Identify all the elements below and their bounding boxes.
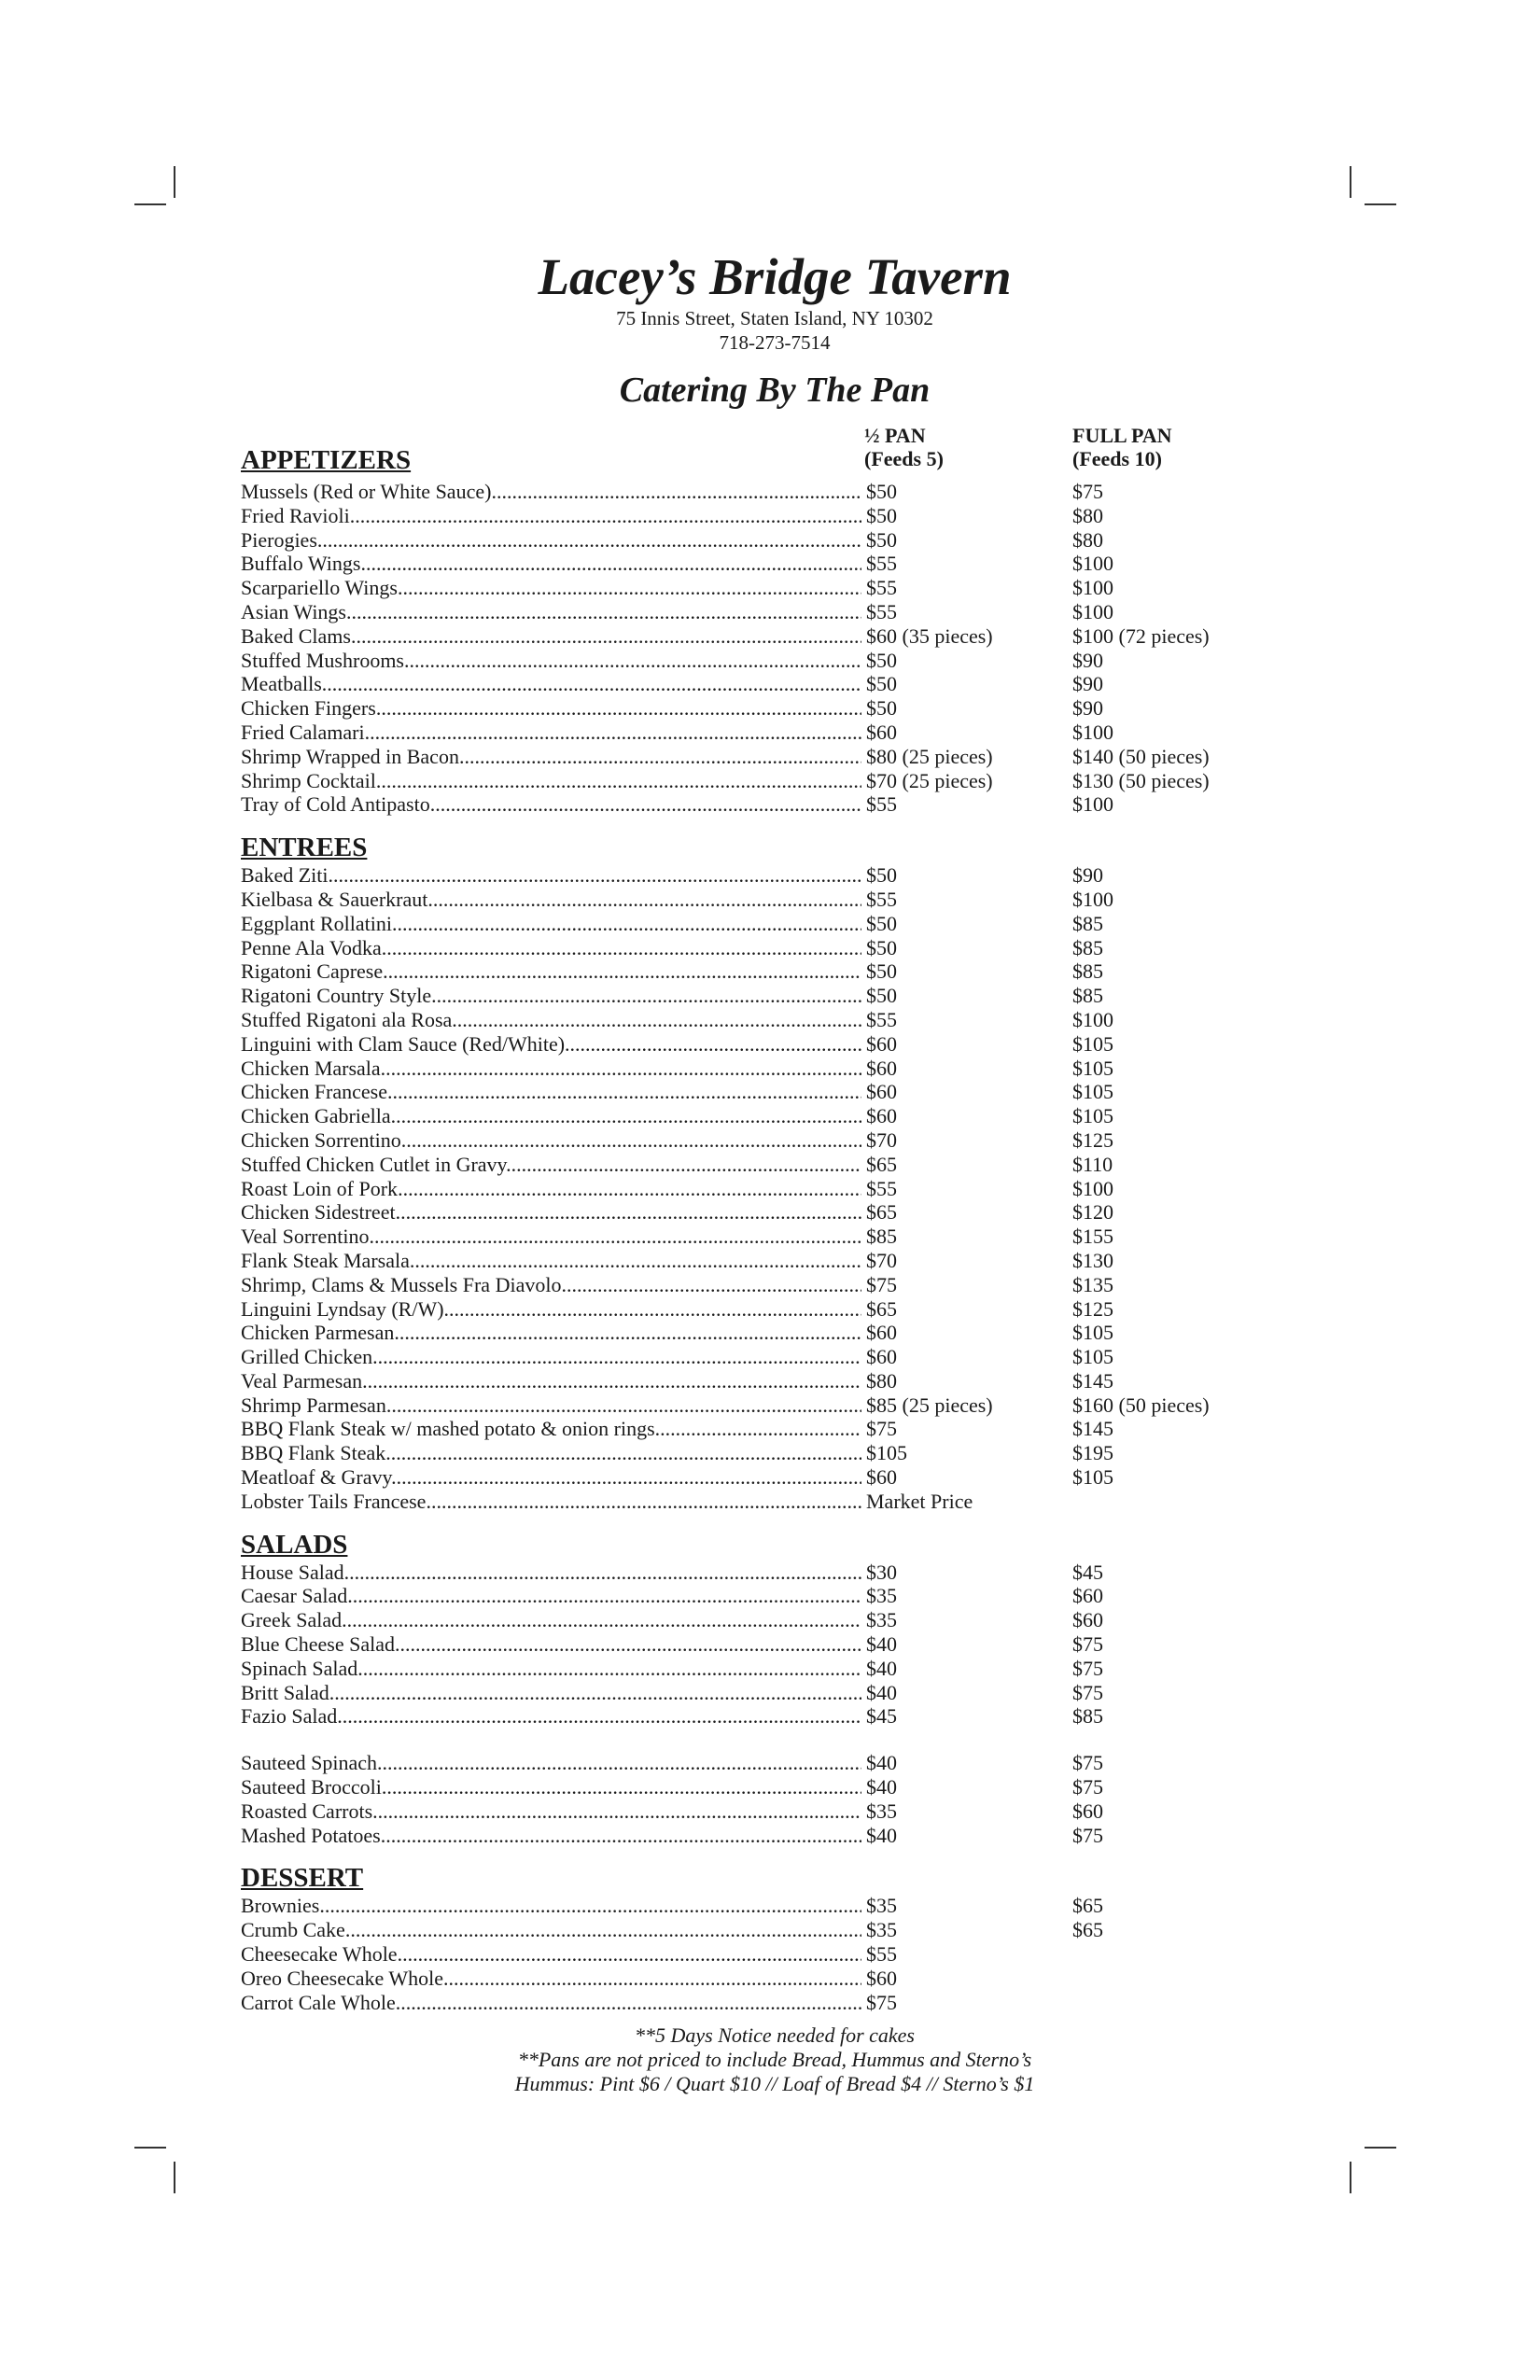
menu-item-row xyxy=(241,984,1267,1008)
half-pan-price: $55 xyxy=(866,1176,897,1200)
menu-item-row xyxy=(241,1561,1267,1585)
half-pan-price: $50 xyxy=(866,696,897,721)
half-pan-price: $70 (25 pieces) xyxy=(866,768,993,792)
full-pan-price: $155 xyxy=(1072,1225,1113,1249)
dessert-section xyxy=(241,1862,1267,2014)
item-name: Scarpariello Wings ..... xyxy=(241,576,861,600)
menu-header xyxy=(0,248,1540,413)
menu-subtitle: Catering By The Pan xyxy=(619,371,931,410)
menu-item-row xyxy=(241,1057,1267,1081)
full-pan-price: $90 xyxy=(1072,672,1103,696)
item-name: Chicken Parmesan ..... xyxy=(241,1321,861,1345)
dessert-list xyxy=(241,1894,1267,2014)
full-pan-price: $110 xyxy=(1072,1152,1113,1176)
half-pan-price: $30 xyxy=(866,1560,897,1584)
item-name: Shrimp Wrapped in Bacon ..... xyxy=(241,745,861,769)
menu-item-row xyxy=(241,672,1267,696)
item-name: Lobster Tails Francese ..... xyxy=(241,1490,861,1514)
menu-item-row xyxy=(241,1465,1267,1490)
menu-item-row xyxy=(241,576,1267,600)
half-pan-price: $85 (25 pieces) xyxy=(866,1393,993,1417)
restaurant-title: Lacey’s Bridge Tavern xyxy=(538,248,1012,305)
full-pan-price: $130 (50 pieces) xyxy=(1072,768,1210,792)
half-pan-price: $65 xyxy=(866,1200,897,1225)
item-name: Veal Sorrentino ..... xyxy=(241,1225,861,1249)
item-name: Pierogies ..... xyxy=(241,528,861,553)
half-pan-price: $105 xyxy=(866,1441,907,1465)
full-pan-price: $125 xyxy=(1072,1296,1113,1321)
full-pan-price: $135 xyxy=(1072,1272,1113,1296)
crop-mark xyxy=(174,166,175,198)
half-pan-price: $35 xyxy=(866,1894,897,1918)
half-pan-price: $50 xyxy=(866,672,897,696)
menu-item-row xyxy=(241,600,1267,624)
note-extras: Hummus: Pint $6 / Quart $10 // Loaf of Bread $4 // Sterno’s $1 xyxy=(514,2072,1035,2095)
item-name: Chicken Fingers ..... xyxy=(241,696,861,721)
half-pan-price: $60 xyxy=(866,1465,897,1490)
item-name: Shrimp Parmesan ..... xyxy=(241,1393,861,1418)
item-name: Caesar Salad ..... xyxy=(241,1584,861,1608)
full-pan-price: $100 xyxy=(1072,1007,1113,1031)
half-pan-price: $55 xyxy=(866,576,897,600)
menu-item-row xyxy=(241,1799,1267,1824)
full-pan-price: $85 xyxy=(1072,1704,1103,1729)
full-pan-price: $45 xyxy=(1072,1560,1103,1584)
full-pan-price: $85 xyxy=(1072,984,1103,1008)
menu-item-row xyxy=(241,1225,1267,1249)
item-name: Meatballs ..... xyxy=(241,672,861,696)
crop-mark xyxy=(1365,2147,1396,2149)
full-pan-price: $145 xyxy=(1072,1417,1113,1441)
menu-item-row xyxy=(241,624,1267,649)
menu-item-row xyxy=(241,888,1267,912)
half-pan-price: $70 xyxy=(866,1127,897,1152)
sides-list xyxy=(241,1751,1267,1847)
full-pan-price: $105 xyxy=(1072,1345,1113,1369)
half-pan-price: $55 xyxy=(866,1007,897,1031)
menu-item-row xyxy=(241,745,1267,769)
full-pan-price: $80 xyxy=(1072,503,1103,527)
half-pan-price: $80 xyxy=(866,1368,897,1393)
menu-item-row xyxy=(241,1490,1267,1514)
menu-item-row xyxy=(241,1991,1267,2015)
item-name: Mussels (Red or White Sauce) ..... xyxy=(241,480,861,504)
full-pan-price: $85 xyxy=(1072,959,1103,984)
menu-item-row xyxy=(241,863,1267,888)
menu-item-row xyxy=(241,1775,1267,1799)
menu-item-row xyxy=(241,696,1267,721)
half-pan-price: $50 xyxy=(866,984,897,1008)
item-name: Sauteed Broccoli ..... xyxy=(241,1775,861,1799)
full-pan-price: $140 (50 pieces) xyxy=(1072,744,1210,768)
full-pan-price: $75 xyxy=(1072,1632,1103,1657)
half-pan-price: $50 xyxy=(866,648,897,672)
half-pan-price: $50 xyxy=(866,935,897,959)
half-pan-price: $60 xyxy=(866,1080,897,1104)
full-pan-price: $75 xyxy=(1072,1751,1103,1775)
list-spacer xyxy=(241,1729,1267,1751)
item-name: Britt Salad ..... xyxy=(241,1681,861,1705)
menu-item-row xyxy=(241,1104,1267,1128)
item-name: Stuffed Chicken Cutlet in Gravy ..... xyxy=(241,1153,861,1177)
half-pan-price: $75 xyxy=(866,1272,897,1296)
menu-item-row xyxy=(241,1273,1267,1297)
item-name: Stuffed Mushrooms ..... xyxy=(241,649,861,673)
item-name: Mashed Potatoes ..... xyxy=(241,1824,861,1848)
half-pan-price: $55 xyxy=(866,552,897,576)
menu-item-row xyxy=(241,1345,1267,1369)
half-pan-price: $50 xyxy=(866,911,897,935)
half-pan-price: $75 xyxy=(866,1990,897,2014)
menu-item-row xyxy=(241,1128,1267,1153)
menu-item-row xyxy=(241,480,1267,504)
item-name: Veal Parmesan ..... xyxy=(241,1369,861,1393)
item-name: Eggplant Rollatini ..... xyxy=(241,912,861,936)
full-pan-price: $90 xyxy=(1072,648,1103,672)
footer-notes xyxy=(0,2023,1540,2096)
half-pan-price: $60 xyxy=(866,1056,897,1080)
menu-item-row xyxy=(241,1249,1267,1273)
item-name: Rigatoni Caprese ..... xyxy=(241,959,861,984)
full-pan-price: $100 xyxy=(1072,887,1113,911)
full-pan-price: $195 xyxy=(1072,1441,1113,1465)
item-name: BBQ Flank Steak ..... xyxy=(241,1441,861,1465)
item-name: Grilled Chicken ..... xyxy=(241,1345,861,1369)
half-pan-price: $55 xyxy=(866,599,897,623)
item-name: Greek Salad ..... xyxy=(241,1608,861,1632)
full-pan-price: $105 xyxy=(1072,1080,1113,1104)
item-name: Spinach Salad ..... xyxy=(241,1657,861,1681)
full-pan-price: $65 xyxy=(1072,1894,1103,1918)
menu-item-row xyxy=(241,1297,1267,1322)
crop-mark xyxy=(1350,166,1351,198)
full-pan-price: $105 xyxy=(1072,1104,1113,1128)
menu-item-row xyxy=(241,959,1267,984)
half-pan-price: $60 xyxy=(866,1031,897,1056)
half-pan-price: $70 xyxy=(866,1248,897,1272)
menu-item-row xyxy=(241,649,1267,673)
menu-item-row xyxy=(241,1032,1267,1057)
half-pan-price: $60 xyxy=(866,1104,897,1128)
full-pan-price: $105 xyxy=(1072,1321,1113,1345)
menu-item-row xyxy=(241,792,1267,817)
half-pan-price: Market Price xyxy=(866,1489,973,1513)
full-pan-price: $60 xyxy=(1072,1799,1103,1823)
full-pan-price: $100 (72 pieces) xyxy=(1072,623,1210,648)
full-pan-price: $75 xyxy=(1072,1656,1103,1680)
full-pan-price: $100 xyxy=(1072,720,1113,744)
item-name: Flank Steak Marsala ..... xyxy=(241,1249,861,1273)
item-name: Baked Ziti ..... xyxy=(241,863,861,888)
menu-item-row xyxy=(241,1681,1267,1705)
entrees-list xyxy=(241,863,1267,1514)
menu-item-row xyxy=(241,504,1267,528)
item-name: Shrimp, Clams & Mussels Fra Diavolo ..... xyxy=(241,1273,861,1297)
full-pan-price: $80 xyxy=(1072,527,1103,552)
half-pan-price: $60 xyxy=(866,1321,897,1345)
half-pan-price: $40 xyxy=(866,1656,897,1680)
menu-item-row xyxy=(241,936,1267,960)
half-pan-label: ½ PAN xyxy=(864,424,926,447)
menu-item-row xyxy=(241,1369,1267,1393)
full-pan-price: $130 xyxy=(1072,1248,1113,1272)
half-pan-price: $65 xyxy=(866,1296,897,1321)
half-pan-price: $60 (35 pieces) xyxy=(866,623,993,648)
item-name: Shrimp Cocktail ..... xyxy=(241,769,861,793)
half-pan-price: $35 xyxy=(866,1608,897,1632)
menu-item-row xyxy=(241,1441,1267,1465)
item-name: Chicken Marsala ..... xyxy=(241,1057,861,1081)
note-cakes: **5 Days Notice needed for cakes xyxy=(635,2023,915,2047)
full-pan-price: $85 xyxy=(1072,935,1103,959)
half-pan-price: $40 xyxy=(866,1775,897,1799)
menu-item-row xyxy=(241,1967,1267,1991)
crop-mark xyxy=(1350,2162,1351,2193)
item-name: Chicken Gabriella ..... xyxy=(241,1104,861,1128)
full-pan-header xyxy=(1072,424,1172,470)
note-pans: **Pans are not priced to include Bread, Hummus and Sterno’s xyxy=(517,2048,1032,2071)
item-name: Roasted Carrots ..... xyxy=(241,1799,861,1824)
item-name: Baked Clams ..... xyxy=(241,624,861,649)
restaurant-phone: 718-273-7514 xyxy=(719,331,831,354)
item-name: Cheesecake Whole ..... xyxy=(241,1942,861,1967)
item-name: Rigatoni Country Style ..... xyxy=(241,984,861,1008)
item-name: Meatloaf & Gravy ..... xyxy=(241,1465,861,1490)
half-pan-price: $50 xyxy=(866,503,897,527)
menu-item-row xyxy=(241,1584,1267,1608)
menu-item-row xyxy=(241,1942,1267,1967)
menu-item-row xyxy=(241,912,1267,936)
salads-list xyxy=(241,1561,1267,1729)
half-pan-header xyxy=(864,424,944,470)
menu-item-row xyxy=(241,1321,1267,1345)
menu-item-row xyxy=(241,1632,1267,1657)
crop-mark xyxy=(134,203,166,205)
item-name: Chicken Sorrentino ..... xyxy=(241,1128,861,1153)
section-title-entrees: ENTREES xyxy=(241,833,368,863)
full-pan-feeds: (Feeds 10) xyxy=(1072,447,1162,470)
item-name: Tray of Cold Antipasto ..... xyxy=(241,792,861,817)
full-pan-price: $60 xyxy=(1072,1608,1103,1632)
item-name: Oreo Cheesecake Whole ..... xyxy=(241,1967,861,1991)
full-pan-price: $75 xyxy=(1072,480,1103,503)
entrees-section xyxy=(241,832,1267,1514)
salads-section xyxy=(241,1529,1267,1848)
half-pan-price: $80 (25 pieces) xyxy=(866,744,993,768)
item-name: Chicken Francese ..... xyxy=(241,1080,861,1104)
menu-item-row xyxy=(241,1894,1267,1918)
crop-mark xyxy=(1365,203,1396,205)
full-pan-price: $100 xyxy=(1072,576,1113,600)
item-name: Asian Wings ..... xyxy=(241,600,861,624)
half-pan-price: $35 xyxy=(866,1584,897,1608)
half-pan-price: $40 xyxy=(866,1751,897,1775)
half-pan-price: $55 xyxy=(866,887,897,911)
menu-item-row xyxy=(241,1080,1267,1104)
item-name: Stuffed Rigatoni ala Rosa ..... xyxy=(241,1008,861,1032)
half-pan-price: $40 xyxy=(866,1680,897,1704)
appetizers-list xyxy=(241,480,1267,817)
full-pan-price: $60 xyxy=(1072,1584,1103,1608)
item-name: BBQ Flank Steak w/ mashed potato & onion rings ..... xyxy=(241,1417,861,1441)
full-pan-price: $105 xyxy=(1072,1465,1113,1490)
menu-body xyxy=(241,424,1267,2014)
full-pan-price: $90 xyxy=(1072,863,1103,888)
menu-item-row xyxy=(241,1704,1267,1729)
full-pan-price: $105 xyxy=(1072,1031,1113,1056)
half-pan-price: $45 xyxy=(866,1704,897,1729)
item-name: Crumb Cake ..... xyxy=(241,1918,861,1942)
half-pan-price: $50 xyxy=(866,527,897,552)
half-pan-price: $40 xyxy=(866,1632,897,1657)
half-pan-price: $60 xyxy=(866,1966,897,1990)
item-name: Brownies ..... xyxy=(241,1894,861,1918)
menu-item-row xyxy=(241,1417,1267,1441)
column-headers xyxy=(241,424,1267,480)
half-pan-price: $60 xyxy=(866,720,897,744)
menu-item-row xyxy=(241,1393,1267,1418)
menu-item-row xyxy=(241,1751,1267,1775)
item-name: Sauteed Spinach ..... xyxy=(241,1751,861,1775)
half-pan-price: $60 xyxy=(866,1345,897,1369)
crop-mark xyxy=(134,2147,166,2149)
item-name: Blue Cheese Salad ..... xyxy=(241,1632,861,1657)
item-name: Linguini with Clam Sauce (Red/White) ..... xyxy=(241,1032,861,1057)
full-pan-price: $160 (50 pieces) xyxy=(1072,1393,1210,1417)
menu-item-row xyxy=(241,1200,1267,1225)
item-name: House Salad ..... xyxy=(241,1561,861,1585)
half-pan-price: $50 xyxy=(866,863,897,888)
section-title-dessert: DESSERT xyxy=(241,1863,364,1894)
menu-item-row xyxy=(241,1918,1267,1942)
item-name: Fried Ravioli ..... xyxy=(241,504,861,528)
half-pan-price: $55 xyxy=(866,792,897,817)
full-pan-price: $100 xyxy=(1072,1176,1113,1200)
restaurant-address: 75 Innis Street, Staten Island, NY 10302 xyxy=(616,307,933,329)
full-pan-price: $75 xyxy=(1072,1775,1103,1799)
half-pan-price: $40 xyxy=(866,1823,897,1847)
item-name: Carrot Cale Whole ..... xyxy=(241,1991,861,2015)
section-title-salads: SALADS xyxy=(241,1529,348,1560)
half-pan-price: $50 xyxy=(866,959,897,984)
full-pan-price: $85 xyxy=(1072,911,1103,935)
item-name: Penne Ala Vodka ..... xyxy=(241,936,861,960)
full-pan-price: $100 xyxy=(1072,792,1113,817)
half-pan-price: $65 xyxy=(866,1152,897,1176)
full-pan-price: $75 xyxy=(1072,1823,1103,1847)
menu-item-row xyxy=(241,1153,1267,1177)
menu-item-row xyxy=(241,1608,1267,1632)
menu-item-row xyxy=(241,528,1267,553)
half-pan-price: $50 xyxy=(866,480,897,503)
crop-mark xyxy=(174,2162,175,2193)
full-pan-price: $90 xyxy=(1072,696,1103,721)
full-pan-price: $75 xyxy=(1072,1680,1103,1704)
half-pan-price: $75 xyxy=(866,1417,897,1441)
full-pan-price: $100 xyxy=(1072,552,1113,576)
half-pan-price: $55 xyxy=(866,1942,897,1967)
full-pan-price: $125 xyxy=(1072,1127,1113,1152)
menu-item-row xyxy=(241,721,1267,745)
menu-item-row xyxy=(241,769,1267,793)
menu-item-row xyxy=(241,1177,1267,1201)
full-pan-price: $120 xyxy=(1072,1200,1113,1225)
menu-item-row xyxy=(241,1008,1267,1032)
full-pan-price: $105 xyxy=(1072,1056,1113,1080)
item-name: Fried Calamari ..... xyxy=(241,721,861,745)
item-name: Buffalo Wings ..... xyxy=(241,552,861,576)
half-pan-price: $85 xyxy=(866,1225,897,1249)
item-name: Kielbasa & Sauerkraut ..... xyxy=(241,888,861,912)
item-name: Roast Loin of Pork ..... xyxy=(241,1177,861,1201)
menu-item-row xyxy=(241,1657,1267,1681)
half-pan-price: $35 xyxy=(866,1799,897,1823)
half-pan-feeds: (Feeds 5) xyxy=(864,447,944,470)
item-name: Fazio Salad ..... xyxy=(241,1704,861,1729)
full-pan-price: $100 xyxy=(1072,599,1113,623)
full-pan-label: FULL PAN xyxy=(1072,424,1172,447)
half-pan-price: $35 xyxy=(866,1918,897,1942)
menu-item-row xyxy=(241,1824,1267,1848)
item-name: Linguini Lyndsay (R/W) ..... xyxy=(241,1297,861,1322)
item-name: Chicken Sidestreet ..... xyxy=(241,1200,861,1225)
full-pan-price: $145 xyxy=(1072,1368,1113,1393)
menu-item-row xyxy=(241,552,1267,576)
full-pan-price: $65 xyxy=(1072,1918,1103,1942)
section-title-appetizers: APPETIZERS xyxy=(241,445,412,475)
